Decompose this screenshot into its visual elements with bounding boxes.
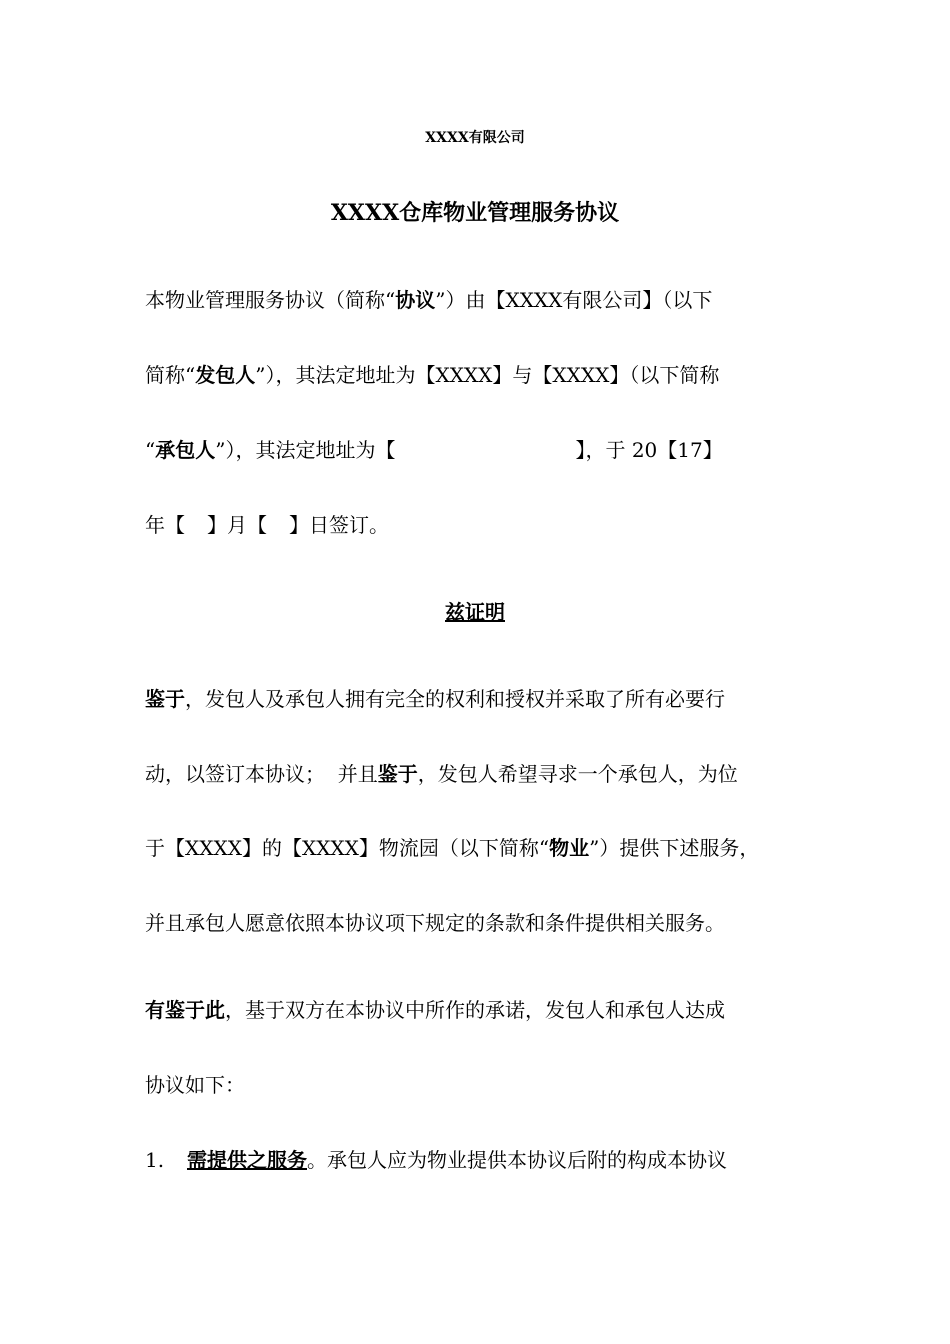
intro-line-3	[145, 436, 723, 464]
clause-title: 需提供之服务	[187, 1148, 307, 1172]
text-span: 】月【	[207, 513, 267, 537]
text-span: 年【	[145, 513, 185, 537]
intro-line-4	[145, 511, 389, 539]
defined-term-agreement: 协议	[395, 288, 436, 312]
clause-text: 。承包人应为物业提供本协议后附的构成本协议	[307, 1148, 727, 1172]
whereas-line-1	[145, 685, 725, 713]
company-name: XXXX有限公司	[425, 130, 525, 146]
intro-line-2	[145, 361, 719, 389]
text-span: ，基于双方在本协议中所作的承诺，发包人和承包人达成	[225, 998, 725, 1022]
defined-term-employer: 发包人	[195, 363, 256, 387]
whereas-keyword: 鉴于	[377, 762, 418, 786]
text-span: 动，以签订本协议； 并且	[145, 762, 378, 786]
text-span: ”）提供下述服务，	[589, 836, 760, 860]
witness-heading: 兹证明	[445, 600, 505, 624]
clause-1	[145, 1146, 727, 1174]
defined-term-property: 物业	[549, 836, 590, 860]
text-span: ，发包人希望寻求一个承包人，为位	[417, 762, 738, 786]
text-span: 简称“	[145, 363, 196, 387]
text-span: ”），其法定地址为【XXXX】与【XXXX】（以下简称	[255, 363, 720, 387]
text-span: ”），其法定地址为【	[215, 438, 396, 462]
whereas-keyword: 鉴于	[145, 687, 185, 711]
whereas-line-4: 并且承包人愿意依照本协议项下规定的条款和条件提供相关服务。	[145, 911, 725, 935]
whereas-line-3	[145, 834, 759, 862]
text-span: “	[145, 438, 156, 462]
document-title: XXXX仓库物业管理服务协议	[330, 200, 620, 226]
defined-term-contractor: 承包人	[155, 438, 216, 462]
intro-line-1	[145, 286, 712, 314]
text-span: 于【XXXX】的【XXXX】物流园（以下简称“	[145, 836, 550, 860]
clause-number: 1.	[145, 1148, 165, 1172]
now-therefore-keyword: 有鉴于此	[145, 998, 225, 1022]
text-span: 本物业管理服务协议（简称“	[145, 288, 396, 312]
text-span: 】日签订。	[289, 513, 389, 537]
whereas-line-2	[145, 760, 738, 788]
now-therefore-line-1	[145, 996, 725, 1024]
text-span: ，发包人及承包人拥有完全的权利和授权并采取了所有必要行	[185, 687, 725, 711]
now-therefore-line-2: 协议如下：	[145, 1073, 245, 1097]
text-span: 】，于 20【17】	[575, 438, 723, 462]
text-span: ”）由【XXXX有限公司】（以下	[435, 288, 713, 312]
